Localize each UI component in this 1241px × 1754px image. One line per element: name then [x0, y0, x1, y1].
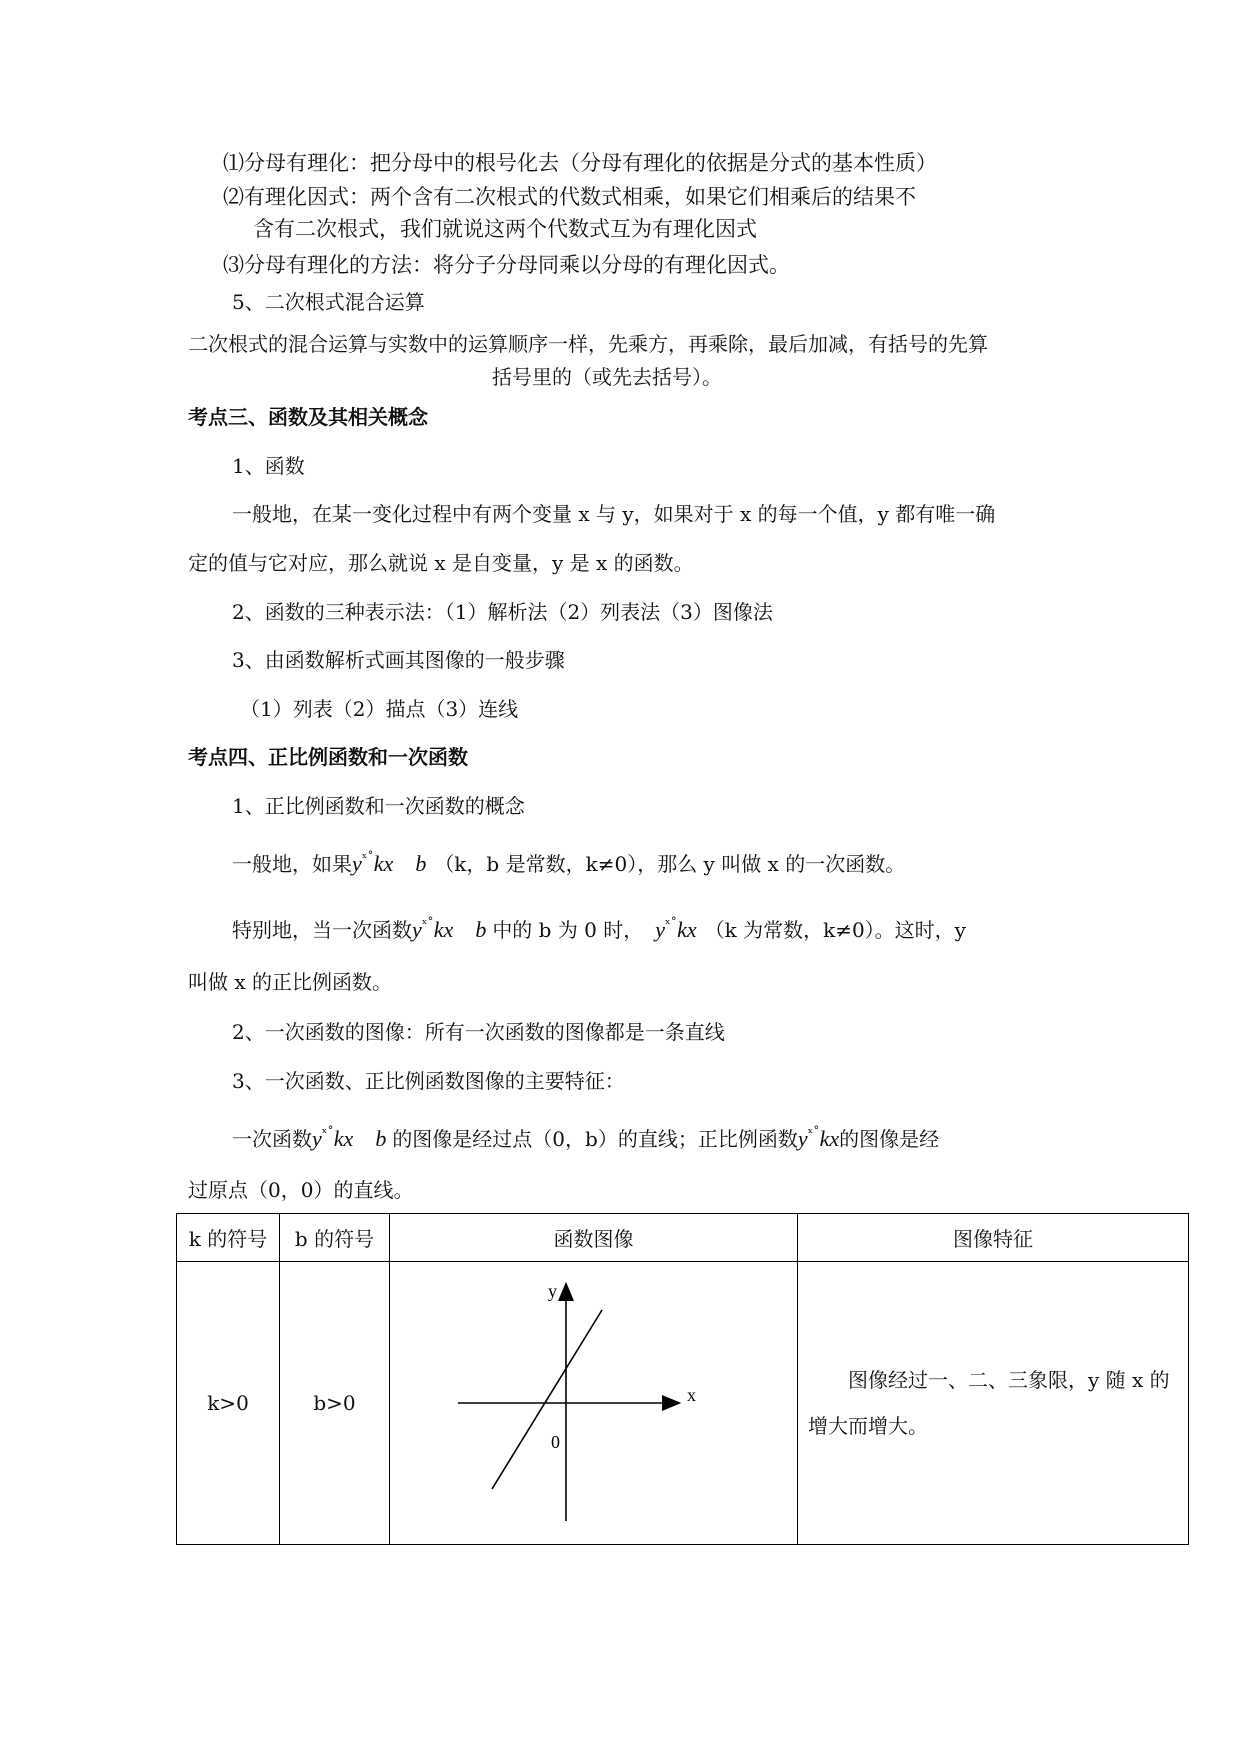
- function-representations: 2、函数的三种表示法：（1）解析法（2）列表法（3）图像法: [232, 600, 773, 624]
- header-graph-feature: 图像特征: [798, 1214, 1189, 1262]
- formula-kx: kx: [373, 851, 394, 876]
- kaodian-4-heading: 考点四、正比例函数和一次函数: [188, 745, 468, 769]
- formula-y: y: [352, 851, 362, 876]
- formula-b: b: [475, 917, 487, 942]
- kaodian-3-heading: 考点三、函数及其相关概念: [188, 405, 428, 429]
- cell-k-sign: k>0: [177, 1262, 280, 1545]
- linear-function-table: [176, 1213, 1189, 1545]
- y-axis-label: y: [548, 1281, 557, 1301]
- formula-b: b: [375, 1126, 387, 1151]
- formula-kx: kx: [333, 1126, 354, 1151]
- linear-graph-diagram: [390, 1263, 798, 1543]
- formula-y: y: [655, 917, 666, 942]
- graph-features-text-2: 过原点（0，0）的直线。: [188, 1178, 414, 1202]
- function-definition-1: 一般地，在某一变化过程中有两个变量 x 与 y，如果对于 x 的每一个值，y 都有唯一确: [232, 502, 996, 526]
- graph-features-text-1: [232, 1121, 939, 1152]
- para-rationalizing-factor-2: 含有二次根式，我们就说这两个代数式互为有理化因式: [253, 217, 757, 241]
- header-function-graph: 函数图像: [390, 1214, 798, 1262]
- text: 一般地，如果: [232, 852, 352, 876]
- table-row: [177, 1262, 1189, 1545]
- origin-label: 0: [551, 1432, 560, 1452]
- direct-proportion-definition: 叫做 x 的正比例函数。: [188, 970, 392, 994]
- x-axis-label: x: [687, 1385, 696, 1405]
- formula-y: y: [797, 1126, 808, 1151]
- header-b-sign: b 的符号: [280, 1214, 390, 1262]
- cell-graph-feature: [798, 1262, 1189, 1545]
- para-rationalize-method: ⑶分母有理化的方法：将分子分母同乘以分母的有理化因式。: [223, 253, 790, 277]
- function-graph-steps: （1）列表（2）描点（3）连线: [240, 697, 519, 721]
- graph-container: [390, 1263, 797, 1543]
- text: 特别地，当一次函数: [232, 918, 412, 942]
- table-header-row: [177, 1214, 1189, 1262]
- text: （k，b 是常数，k≠0），那么 y 叫做 x 的一次函数。: [434, 852, 906, 876]
- section-5-text-2: 括号里的（或先去括号）。: [492, 365, 722, 389]
- text: 的图像是经过点（0，b）的直线；正比例函数: [392, 1127, 798, 1151]
- text: 中的 b 为 0 时，: [492, 918, 644, 942]
- formula-kx: kx: [433, 917, 454, 942]
- direct-proportion-special-case: [232, 912, 966, 943]
- formula-b: b: [415, 851, 427, 876]
- text: 的图像是经: [839, 1127, 940, 1151]
- cell-b-sign: b>0: [280, 1262, 390, 1545]
- formula-glitch: ˣ˚: [807, 1126, 820, 1141]
- function-heading: 1、函数: [232, 454, 305, 478]
- header-k-sign: k 的符号: [177, 1214, 280, 1262]
- formula-glitch: ˣ˚: [321, 1126, 334, 1141]
- formula-y: y: [312, 1126, 322, 1151]
- formula-glitch: ˣ˚: [361, 851, 374, 866]
- section-5-text-1: 二次根式的混合运算与实数中的运算顺序一样，先乘方，再乘除，最后加减，有括号的先算: [188, 332, 988, 356]
- formula-kx: kx: [819, 1126, 840, 1151]
- graph-features-heading: 3、一次函数、正比例函数图像的主要特征：: [232, 1069, 625, 1093]
- section-5-heading: 5、二次根式混合运算: [232, 290, 425, 314]
- text: （k 为常数，k≠0）。这时，y: [704, 918, 966, 942]
- formula-kx: kx: [677, 917, 697, 942]
- function-graph-steps-heading: 3、由函数解析式画其图像的一般步骤: [232, 648, 565, 672]
- function-line: [492, 1310, 602, 1489]
- linear-function-graph-statement: 2、一次函数的图像：所有一次函数的图像都是一条直线: [232, 1020, 725, 1044]
- formula-glitch: ˣ˚: [665, 917, 678, 932]
- feature-text: 图像经过一、二、三象限，y 随 x 的增大而增大。: [808, 1368, 1170, 1438]
- linear-function-concept-heading: 1、正比例函数和一次函数的概念: [232, 794, 525, 818]
- para-rationalizing-factor-1: ⑵有理化因式：两个含有二次根式的代数式相乘，如果它们相乘后的结果不: [223, 185, 916, 209]
- formula-y: y: [412, 917, 422, 942]
- function-definition-2: 定的值与它对应，那么就说 x 是自变量，y 是 x 的函数。: [188, 551, 694, 575]
- linear-function-definition: [232, 846, 905, 877]
- cell-function-graph: [390, 1262, 798, 1545]
- text: 一次函数: [232, 1127, 312, 1151]
- formula-glitch: ˣ˚: [421, 917, 434, 932]
- para-rationalize-denominator: ⑴分母有理化：把分母中的根号化去（分母有理化的依据是分式的基本性质）: [223, 151, 937, 175]
